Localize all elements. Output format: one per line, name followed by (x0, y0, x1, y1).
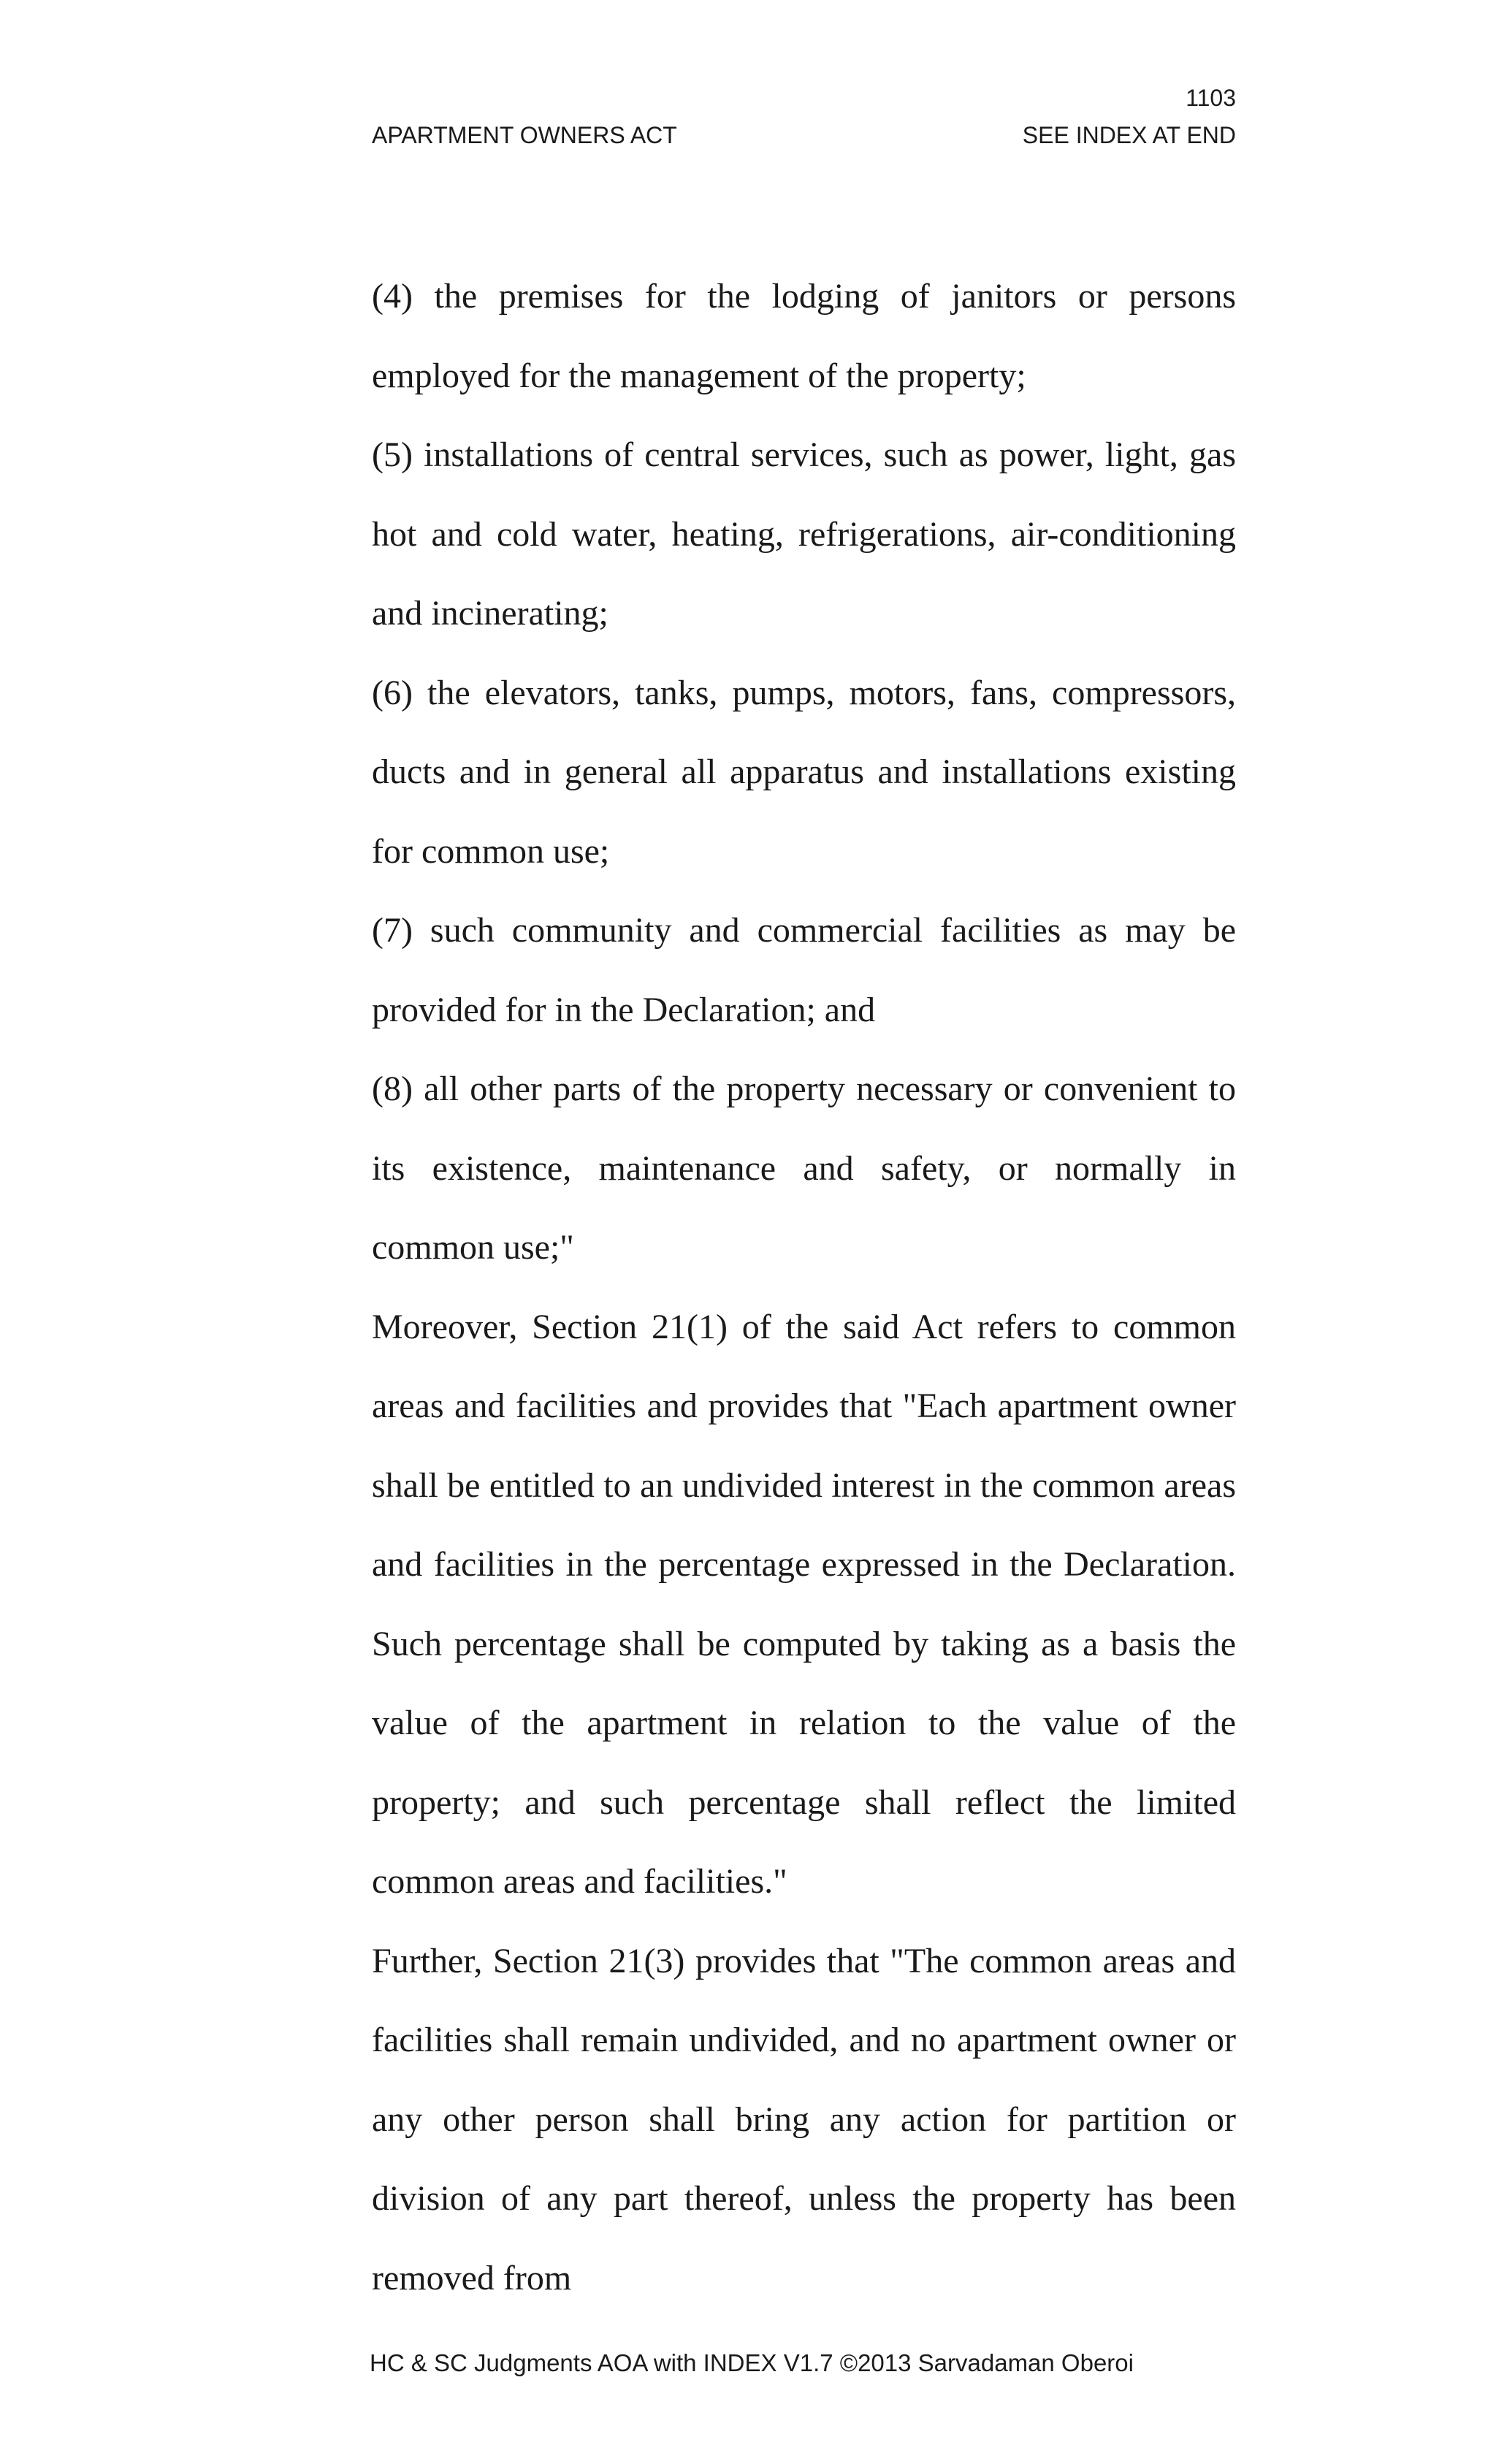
document-body (372, 257, 1236, 2318)
header-title-right: SEE INDEX AT END (1022, 122, 1236, 148)
header-title-left: APARTMENT OWNERS ACT (372, 122, 677, 148)
paragraph-section-21-1: Moreover, Section 21(1) of the said Act refers to common areas and facilities and provides that "Each apartment owner shall be entitled to an undivided interest in the common areas and facilities in the percentage expressed in the Declaration. Such percentage shall be computed by taking as a basis the value of the apartment in relation to the value of the property; and such percentage shall reflect the limited common areas and facilities." (372, 1307, 1236, 1901)
paragraph-item-6: (6) the elevators, tanks, pumps, motors, fans, compressors, ducts and in general all apparatus and installations existing for common use; (372, 673, 1236, 871)
running-header (372, 123, 1236, 147)
page-number: 1103 (1186, 85, 1236, 111)
paragraph-item-5: (5) installations of central services, such as power, light, gas hot and cold water, heating, refrigerations, air-conditioning and incinerating; (372, 435, 1236, 633)
paragraph-section-21-3: Further, Section 21(3) provides that "The common areas and facilities shall remain undivided, and no apartment owner or any other person shall bring any action for partition or division of any part thereof, unless the property has been removed from (372, 1941, 1236, 2297)
page-footer: HC & SC Judgments AOA with INDEX V1.7 ©2013 Sarvadaman Oberoi (370, 2349, 1134, 2376)
paragraph-item-8: (8) all other parts of the property necessary or convenient to its existence, maintenance and safety, or normally in common use;" (372, 1069, 1236, 1267)
paragraph-item-4: (4) the premises for the lodging of janitors or persons employed for the management of the property; (372, 277, 1236, 395)
paragraph-item-7: (7) such community and commercial facilities as may be provided for in the Declaration; and (372, 911, 1236, 1029)
